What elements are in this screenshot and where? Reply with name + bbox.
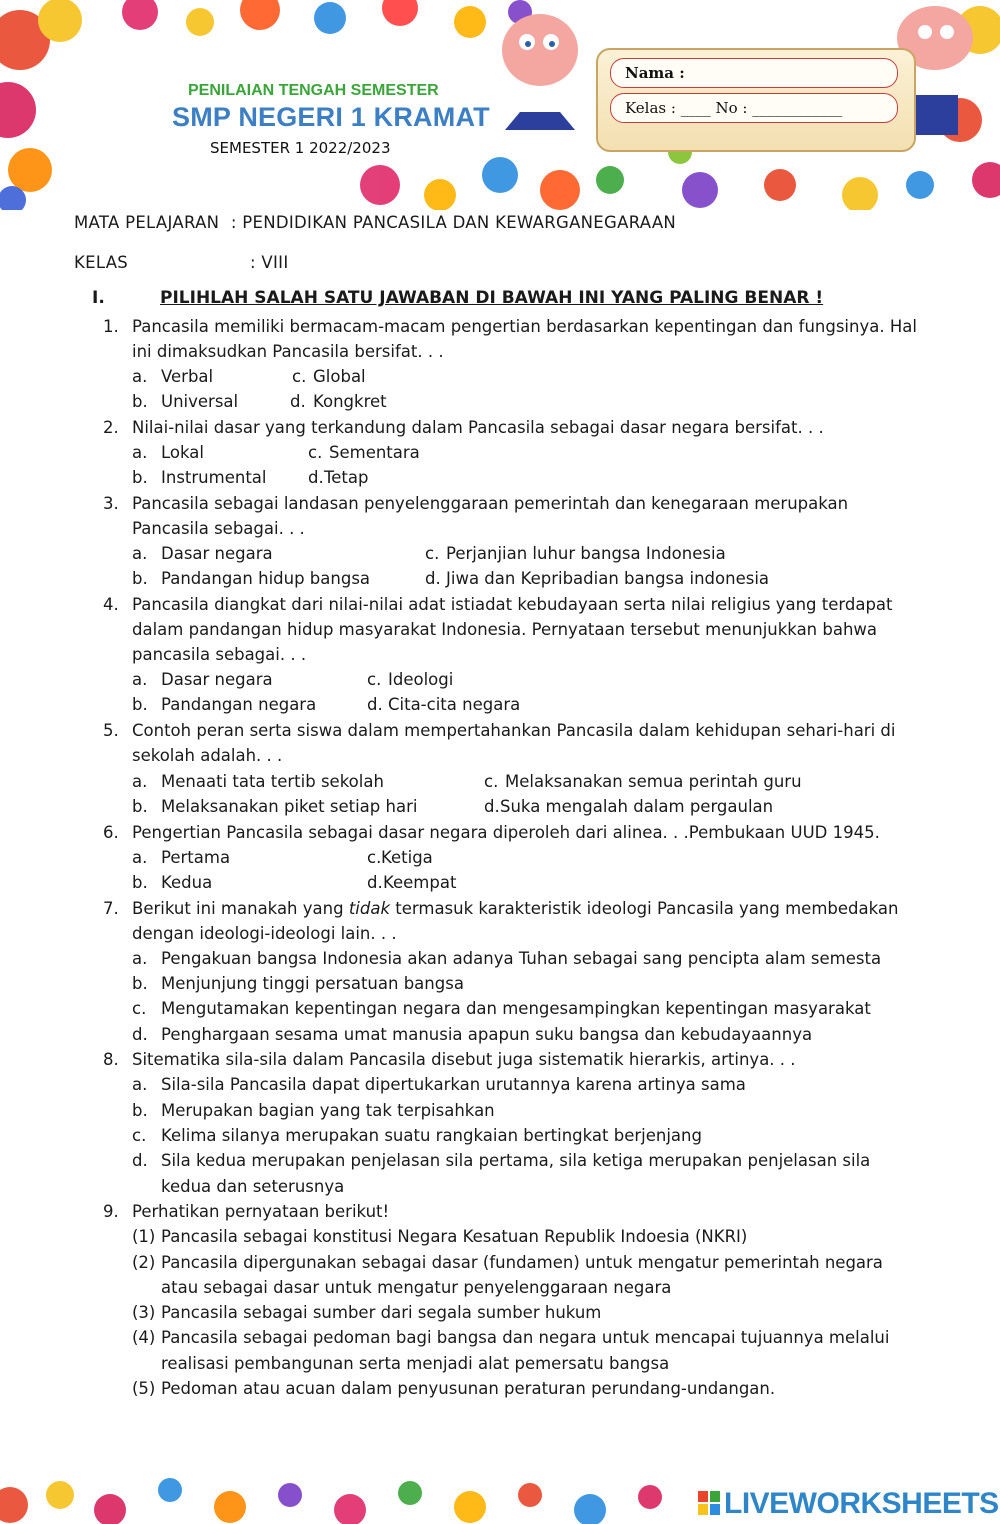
statement-2: (2) Pancasila dipergunakan sebagai dasar (fundamen) untuk mengatur pemerintah negara (132, 1253, 883, 1272)
cartoon-mascot-left-icon (502, 14, 578, 130)
statement-1: (1) Pancasila sebagai konstitusi Negara Kesatuan Republik Indoesia (NKRI) (132, 1227, 748, 1246)
option-6c[interactable]: c.Ketiga (367, 848, 433, 867)
subject-label: MATA PELAJARAN (74, 213, 220, 232)
option-3d[interactable]: d. Jiwa dan Kepribadian bangsa indonesia (425, 569, 770, 588)
option-4b[interactable]: b. Pandangan negara (132, 695, 317, 714)
option-4d[interactable]: d. Cita-cita negara (367, 695, 521, 714)
class-label: KELAS (74, 253, 129, 272)
liveworksheets-brand[interactable]: LIVEWORKSHEETS (724, 1487, 999, 1520)
emphasis-tidak: tidak (348, 899, 391, 918)
option-2d[interactable]: d.Tetap (308, 468, 369, 487)
option-7d[interactable]: d. Penghargaan sesama umat manusia apapun suku bangsa dan kebudayaannya (132, 1025, 813, 1044)
option-8b[interactable]: b. Merupakan bagian yang tak terpisahkan (132, 1101, 495, 1120)
school-name: SMP NEGERI 1 KRAMAT (172, 102, 490, 132)
semester-label: SEMESTER 1 2022/2023 (210, 139, 391, 157)
liveworksheets-logo-icon (698, 1491, 720, 1515)
statement-5: (5) Pedoman atau acuan dalam penyusunan peraturan perundang-undangan. (132, 1379, 776, 1398)
option-2c[interactable]: c. Sementara (308, 443, 420, 462)
statement-4-continued: realisasi pembangunan serta menjadi alat pemersatu bangsa (161, 1354, 670, 1373)
statement-4: (4) Pancasila sebagai pedoman bagi bangsa dan negara untuk mencapai tujuannya melalui (132, 1328, 890, 1347)
option-2a[interactable]: a. Lokal (132, 443, 204, 462)
option-6b[interactable]: b. Kedua (132, 873, 213, 892)
option-7c[interactable]: c. Mengutamakan kepentingan negara dan mengesampingkan kepentingan masyarakat (132, 999, 871, 1018)
subject-value: : PENDIDIKAN PANCASILA DAN KEWARGANEGARAAN (230, 213, 677, 232)
option-3b[interactable]: b. Pandangan hidup bangsa (132, 569, 371, 588)
option-4a[interactable]: a. Dasar negara (132, 670, 273, 689)
option-5b[interactable]: b. Melaksanakan piket setiap hari (132, 797, 418, 816)
option-1c[interactable]: c. Global (292, 367, 366, 386)
option-4c[interactable]: c. Ideologi (367, 670, 454, 689)
class-value: : VIII (250, 253, 289, 272)
option-8d-continued: kedua dan seterusnya (161, 1177, 345, 1196)
subject-row (74, 213, 676, 232)
option-2b[interactable]: b. Instrumental (132, 468, 267, 487)
option-3a[interactable]: a. Dasar negara (132, 544, 273, 563)
option-8d[interactable]: d. Sila kedua merupakan penjelasan sila pertama, sila ketiga merupakan penjelasan sila (132, 1151, 871, 1170)
option-1d[interactable]: d. Kongkret (290, 392, 387, 411)
option-7a[interactable]: a. Pengakuan bangsa Indonesia akan adanya Tuhan sebagai sang pencipta alam semesta (132, 949, 882, 968)
class-row (74, 253, 289, 272)
option-8c[interactable]: c. Kelima silanya merupakan suatu rangkaian bertingkat berjenjang (132, 1126, 702, 1145)
statement-2-continued: atau sebagai dasar untuk mengatur penyelenggaraan negara (161, 1278, 672, 1297)
option-1a[interactable]: a. Verbal (132, 367, 214, 386)
class-number-field[interactable]: Kelas : ____ No : ____________ (610, 93, 898, 123)
option-1b[interactable]: b. Universal (132, 392, 239, 411)
exam-label: PENILAIAN TENGAH SEMESTER (188, 82, 439, 99)
option-5d[interactable]: d.Suka mengalah dalam pergaulan (484, 797, 774, 816)
option-8a[interactable]: a. Sila-sila Pancasila dapat dipertukarkan urutannya karena artinya sama (132, 1075, 746, 1094)
option-3c[interactable]: c. Perjanjian luhur bangsa Indonesia (425, 544, 726, 563)
section-title: PILIHLAH SALAH SATU JAWABAN DI BAWAH INI YANG PALING BENAR ! (160, 288, 824, 308)
option-6d[interactable]: d.Keempat (367, 873, 457, 892)
option-7b[interactable]: b. Menjunjung tinggi persatuan bangsa (132, 974, 464, 993)
name-field[interactable]: Nama : (610, 58, 898, 88)
statement-3: (3) Pancasila sebagai sumber dari segala sumber hukum (132, 1303, 602, 1322)
section-number: I. (92, 288, 105, 308)
option-6a[interactable]: a. Pertama (132, 848, 231, 867)
option-5a[interactable]: a. Menaati tata tertib sekolah (132, 772, 384, 791)
option-5c[interactable]: c. Melaksanakan semua perintah guru (484, 772, 802, 791)
section-heading (92, 288, 823, 308)
